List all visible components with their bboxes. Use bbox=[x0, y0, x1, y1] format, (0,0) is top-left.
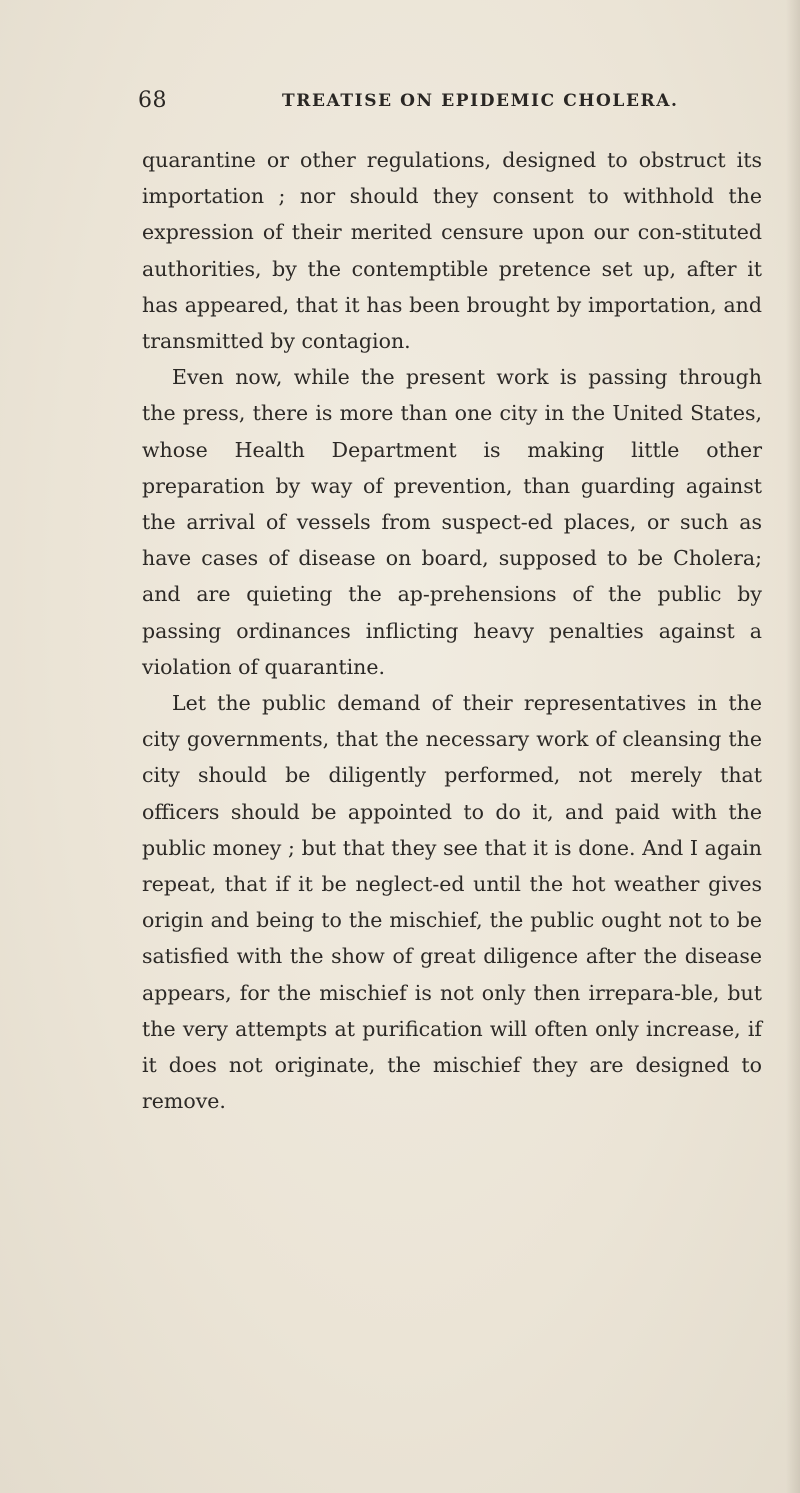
body-text bbox=[142, 142, 762, 1119]
page-edge-shadow bbox=[786, 0, 800, 1493]
paragraph-1: quarantine or other regulations, designed to obstruct its importation ; nor should they consent to withhold the expression of their merited censure upon our con-stituted authorities, by the contemptible pretence set up, after it has appeared, that it has been brought by importation, and transmitted by contagion. bbox=[142, 148, 762, 354]
paragraph-3: Let the public demand of their representatives in the city governments, that the necessary work of cleansing the city should be diligently performed, not merely that officers should be appointed to do it, and paid with the public money ; but that they see that it is done. And I again repeat, that if it be neglect-ed until the hot weather gives origin and being to the mischief, the public ought not to be satisfied with the show of great diligence after the disease appears, for the mischief is not only then irrepara-ble, but the very attempts at purification will often only increase, if it does not originate, the mischief they are designed to remove. bbox=[142, 691, 762, 1114]
running-head: TREATISE ON EPIDEMIC CHOLERA. bbox=[282, 91, 679, 111]
page-number: 68 bbox=[138, 88, 167, 113]
paragraph-2: Even now, while the present work is passing through the press, there is more than one city in the United States, whose Health Department is making little other preparation by way of prevention, than guarding against the arrival of vessels from suspect-ed places, or such as have cases of disease on board, supposed to be Cholera; and are quieting the ap-prehensions of the public by passing ordinances inflicting heavy penalties against a violation of quarantine. bbox=[142, 365, 762, 679]
page-header bbox=[138, 88, 738, 116]
